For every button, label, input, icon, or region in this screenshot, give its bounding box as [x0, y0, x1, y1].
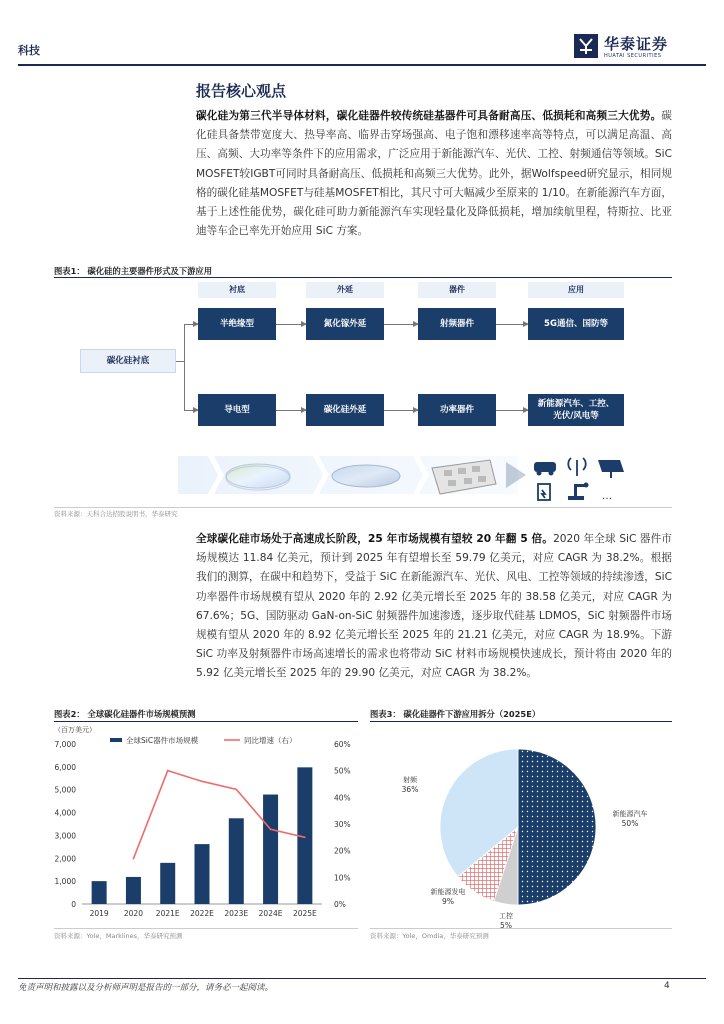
paragraph-lead: 碳化硅为第三代半导体材料，碳化硅器件较传统硅基器件可具备耐高压、低损耗和高频三大优势。 [196, 110, 662, 122]
yoy-point-2021E [167, 770, 169, 772]
pie-label: 工控 [499, 912, 513, 920]
x-tick-label: 2024E [258, 909, 283, 918]
yoy-point-2023E [235, 789, 237, 791]
bar-2020 [126, 877, 141, 904]
antenna-icon [568, 458, 585, 476]
x-tick-label: 2022E [190, 909, 214, 918]
stage-substrate: 衬底 [198, 282, 276, 298]
bar-2021E [160, 863, 175, 904]
pie-pct: 50% [621, 819, 639, 828]
figure1-title: 图表1： 碳化硅的主要器件形式及下游应用 [54, 266, 213, 276]
yoy-point-2022E [201, 781, 203, 783]
market-paragraph [196, 530, 672, 684]
y-right-tick-label: 40% [334, 793, 351, 803]
yoy-point-2024E [270, 829, 272, 831]
figure1-product-strip [178, 450, 638, 506]
branch-connector [184, 324, 185, 410]
figure1-source: 资料来源：天科合达招股说明书，华泰研究 [54, 510, 178, 518]
figure3-source: 资料来源：Yole，Omdia，华泰研究预测 [370, 932, 489, 940]
pie-pct: 5% [500, 921, 512, 928]
section-title: 报告核心观点 [196, 82, 287, 100]
header-section-label: 科技 [18, 44, 40, 57]
y-left-tick-label: 4,000 [54, 808, 76, 818]
logo-subtext: HUATAI SECURITIES [604, 53, 662, 59]
arrow-r1-1 [276, 324, 306, 325]
market-size-chart [40, 730, 365, 925]
header-divider [18, 64, 706, 66]
figure2-title: 图表2： 全球碳化硅器件市场规模预测 [54, 709, 196, 719]
page-number: 4 [664, 981, 670, 991]
node-5g-defense: 5G通信、国防等 [528, 308, 624, 340]
y-left-tick-label: 5,000 [54, 785, 76, 795]
figure2-source: 资料来源：Yole，Marklines，华泰研究预测 [54, 932, 183, 940]
figure3-bottom-rule [370, 928, 672, 929]
pie-label: 新能源发电 [430, 888, 466, 896]
y-right-tick-label: 0% [334, 900, 346, 909]
bar-2019 [92, 881, 107, 904]
y-right-tick-label: 60% [334, 740, 351, 749]
core-view-paragraph [196, 107, 672, 241]
arrow-r1-3 [496, 324, 528, 325]
y-right-tick-label: 20% [334, 846, 351, 856]
figure2-bottom-rule [54, 928, 358, 929]
application-split-pie [370, 724, 672, 928]
stage-epitaxy: 外延 [306, 282, 384, 298]
pie-pct: 36% [401, 785, 419, 794]
bar-2024E [263, 795, 278, 904]
paragraph-lead: 全球碳化硅市场处于高速成长阶段，25 年市场规模有望较 20 年翻 5 倍。 [196, 533, 554, 545]
x-tick-label: 2023E [224, 909, 249, 918]
pie-label: 射频 [403, 776, 417, 784]
y-right-tick-label: 30% [334, 820, 351, 829]
figure1-rule [54, 277, 672, 278]
x-tick-label: 2021E [155, 909, 180, 918]
x-tick-label: 2019 [89, 909, 109, 918]
legend-line-label: 同比增速（右） [244, 736, 297, 745]
pie-label: 新能源汽车 [612, 810, 648, 818]
car-icon [534, 462, 556, 476]
robot-arm-icon [568, 483, 589, 501]
y-left-tick-label: 6,000 [54, 762, 76, 772]
y-left-tick-label: 7,000 [54, 740, 76, 749]
more-apps-ellipsis: … [602, 491, 612, 502]
x-tick-label: 2020 [123, 909, 143, 918]
paragraph-body: 2020 年全球 SiC 器件市场规模达 11.84 亿美元，预计到 2025 年有望增长至 59.79 亿美元，对应 CAGR 为 38.2%。根据我们的测算，在碳中和趋势下，受益于 SiC 在新能源汽车、光伏、风电、工控等领域的持续渗透，SiC 功率器件市场规模有望从 2020 年的 2.92 亿美元增长至 2025 年的 38.58 亿美元，对应 CAGR 为 67.6%；5G、国防驱动 GaN-on-SiC 射频器件加速渗透，逐步取代硅基 LDMOS，SiC 射频器件市场规模有望从 2020 年的 8.92 亿美元增长至 2025 年的 21.21 亿美元，对应 CAGR 为 18.9%。下游 SiC 功率及射频器件市场高速增长的需求也将带动 SiC 材料市场规模快速成长，预计将由 2020 年的 5.92 亿美元增长至 2025 年的 29.90 亿美元，对应 CAGR 为 38.2%。 [196, 533, 672, 680]
paragraph-body: 碳化硅具备禁带宽度大、热导率高、临界击穿场强高、电子饱和漂移速率高等特点，可以满足高温、高压、高频、大功率等条件下的应用需求，广泛应用于新能源汽车、光伏、工控、射频通信等领域。SiC MOSFET较IGBT可同时具备耐高压、低损耗和高频三大优势。此外，据Wolfspeed研究显示，相同规格的碳化硅基MOSFET与硅基MOSFET相比，其尺寸可大幅减少至原来的 1/10。在新能源汽车方面，基于上述性能优势，碳化硅可助力新能源汽车实现轻量化及降低损耗，增加续航里程，特斯拉、比亚迪等车企已率先开始应用 SiC 方案。 [196, 110, 672, 238]
root-substrate-box: 碳化硅衬底 [80, 349, 176, 373]
node-sic-epitaxy: 碳化硅外延 [306, 394, 384, 426]
root-connector [176, 361, 184, 362]
node-rf-device: 射频器件 [418, 308, 496, 340]
figure3-title: 图表3： 碳化硅器件下游应用拆分（2025E） [370, 709, 541, 719]
arrow-r1-2 [384, 324, 418, 325]
footer-divider [18, 978, 706, 979]
logo-text: 华泰证券 [604, 35, 669, 53]
arrow-r2-2 [384, 410, 418, 411]
sic-wafer-image [226, 464, 290, 488]
footer-disclaimer: 免责声明和披露以及分析师声明是报告的一部分，请务必一起阅读。 [18, 983, 274, 993]
figure1-bottom-rule [54, 507, 672, 508]
bar-2023E [229, 818, 244, 904]
yoy-point-2020 [133, 858, 135, 860]
node-conductive: 导电型 [198, 394, 276, 426]
x-tick-label: 2025E [292, 909, 317, 918]
pie-pct: 9% [442, 897, 454, 906]
y-left-tick-label: 2,000 [54, 854, 76, 864]
solar-panel-icon [598, 460, 624, 478]
stage-application: 应用 [528, 282, 624, 298]
y-left-tick-label: 1,000 [54, 877, 76, 887]
y-right-tick-label: 50% [334, 766, 351, 776]
arrow-to-row2 [184, 410, 198, 411]
y-left-tick-label: 0 [71, 900, 76, 909]
figure2-unit: （百万美元） [54, 726, 96, 734]
arrow-r2-1 [276, 410, 306, 411]
node-power-device: 功率器件 [418, 394, 496, 426]
legend-bar-swatch [110, 738, 122, 742]
node-gan-epitaxy: 氮化镓外延 [306, 308, 384, 340]
node-ev-industrial-pv: 新能源汽车、工控、光伏/风电等 [528, 394, 624, 426]
node-semi-insulating: 半绝缘型 [198, 308, 276, 340]
yoy-point-2025E [304, 837, 306, 839]
epi-wafer-image [332, 465, 400, 487]
arrow-to-row1 [184, 324, 198, 325]
y-right-tick-label: 10% [334, 873, 351, 883]
charger-icon [538, 484, 550, 500]
legend-bar-label: 全球SiC器件市场规模 [126, 736, 199, 745]
figure2-rule [54, 721, 358, 722]
huatai-logo-icon [574, 34, 598, 58]
bar-2022E [195, 844, 210, 904]
pie-slice-0 [518, 749, 596, 905]
yoy-growth-line [133, 771, 304, 859]
stage-device: 器件 [418, 282, 496, 298]
y-left-tick-label: 3,000 [54, 831, 76, 841]
figure3-rule [370, 721, 672, 722]
arrow-r2-3 [496, 410, 528, 411]
